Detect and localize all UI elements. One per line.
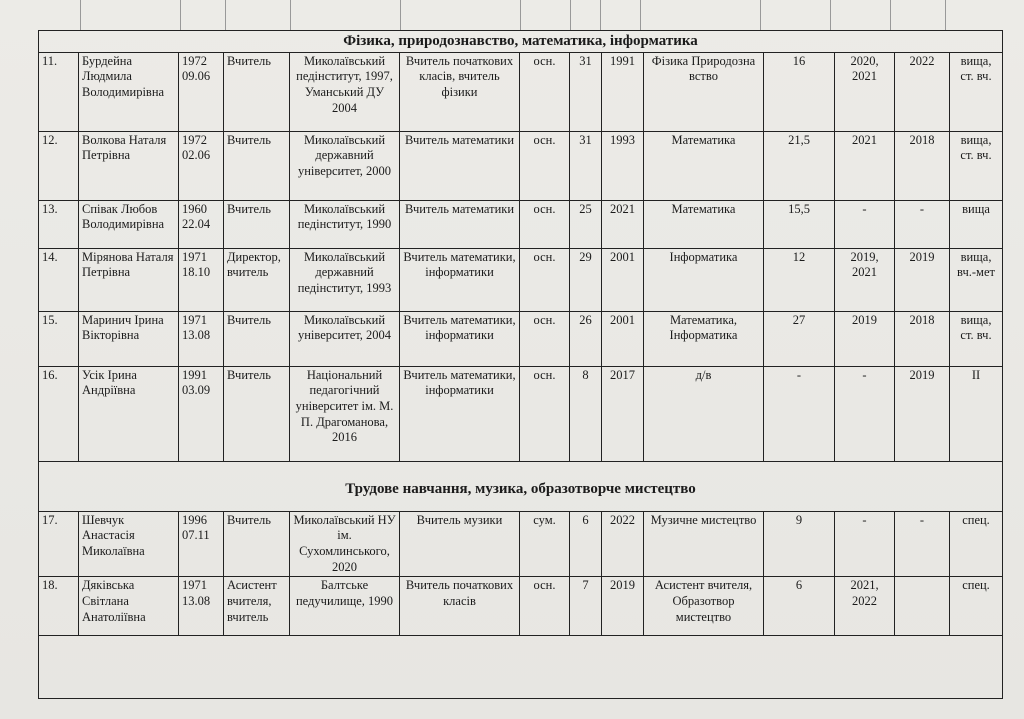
position: Вчитель: [224, 366, 290, 461]
start-year: 2017: [602, 366, 644, 461]
teacher-name: Маринич Ірина Вікторівна: [79, 311, 179, 366]
weekly-load: 21,5: [764, 131, 835, 200]
weekly-load: 16: [764, 52, 835, 131]
teacher-name: Дяківська Світлана Анатоліївна: [79, 577, 179, 636]
birth-date: 1971 18.10: [179, 248, 224, 311]
experience-years: 6: [570, 511, 602, 577]
row-number: 18.: [39, 577, 79, 636]
subject: Математика, Інформатика: [644, 311, 764, 366]
education: Миколаївський НУ ім. Сухомлинського, 2020: [290, 511, 400, 577]
start-year: 2001: [602, 248, 644, 311]
staff-table: [38, 30, 1003, 699]
employment-status: осн.: [520, 577, 570, 636]
table-row: [39, 52, 1003, 131]
teacher-name: Бурдейна Людмила Володимирівна: [79, 52, 179, 131]
attestation-year: 2019: [895, 248, 950, 311]
course-years: 2019: [835, 311, 895, 366]
course-years: -: [835, 200, 895, 248]
subject: Асистент вчителя, Образотвор мистецтво: [644, 577, 764, 636]
subject: Музичне мистецтво: [644, 511, 764, 577]
position: Вчитель: [224, 52, 290, 131]
section-row: [39, 31, 1003, 53]
row-number: 11.: [39, 52, 79, 131]
education: Миколаївський державний педінститут, 1993: [290, 248, 400, 311]
course-years: 2021: [835, 131, 895, 200]
start-year: 1991: [602, 52, 644, 131]
education: Миколаївський педінститут, 1997, Уманський ДУ 2004: [290, 52, 400, 131]
weekly-load: 27: [764, 311, 835, 366]
attestation-year: -: [895, 200, 950, 248]
attestation-year: 2019: [895, 366, 950, 461]
teacher-name: Шевчук Анастасія Миколаївна: [79, 511, 179, 577]
attestation-year: 2018: [895, 131, 950, 200]
weekly-load: -: [764, 366, 835, 461]
attestation-year: -: [895, 511, 950, 577]
birth-date: 1991 03.09: [179, 366, 224, 461]
course-years: 2019, 2021: [835, 248, 895, 311]
education: Національний педагогічний університет ім. М. П. Драгоманова, 2016: [290, 366, 400, 461]
education: Миколаївський університет, 2004: [290, 311, 400, 366]
table-row: [39, 366, 1003, 461]
teacher-name: Усік Ірина Андріївна: [79, 366, 179, 461]
subject: Математика: [644, 131, 764, 200]
table-row: [39, 200, 1003, 248]
category: вища: [950, 200, 1003, 248]
course-years: -: [835, 511, 895, 577]
birth-date: 1971 13.08: [179, 311, 224, 366]
experience-years: 31: [570, 131, 602, 200]
birth-date: 1972 02.06: [179, 131, 224, 200]
table-row: [39, 311, 1003, 366]
category: спец.: [950, 577, 1003, 636]
specialty: Вчитель математики, інформатики: [400, 311, 520, 366]
subject: Інформатика: [644, 248, 764, 311]
specialty: Вчитель початкових класів: [400, 577, 520, 636]
category: вища, ст. вч.: [950, 52, 1003, 131]
specialty: Вчитель математики: [400, 131, 520, 200]
employment-status: осн.: [520, 131, 570, 200]
section-title-science: Фізика, природознавство, математика, інформатика: [39, 31, 1003, 53]
weekly-load: 12: [764, 248, 835, 311]
position: Директор, вчитель: [224, 248, 290, 311]
experience-years: 25: [570, 200, 602, 248]
start-year: 1993: [602, 131, 644, 200]
start-year: 2001: [602, 311, 644, 366]
employment-status: осн.: [520, 248, 570, 311]
start-year: 2022: [602, 511, 644, 577]
category: вища, ст. вч.: [950, 311, 1003, 366]
specialty: Вчитель математики, інформатики: [400, 366, 520, 461]
education: Миколаївський державний університет, 2000: [290, 131, 400, 200]
attestation-year: [895, 577, 950, 636]
table-row: [39, 511, 1003, 577]
weekly-load: 15,5: [764, 200, 835, 248]
subject: Математика: [644, 200, 764, 248]
section-row: [39, 461, 1003, 511]
section-title-labor: Трудове навчання, музика, образотворче мистецтво: [39, 461, 1003, 511]
teacher-name: Мірянова Наталя Петрівна: [79, 248, 179, 311]
position: Асистент вчителя, вчитель: [224, 577, 290, 636]
category: спец.: [950, 511, 1003, 577]
table-row: [39, 131, 1003, 200]
position: Вчитель: [224, 131, 290, 200]
course-years: 2020, 2021: [835, 52, 895, 131]
start-year: 2019: [602, 577, 644, 636]
position: Вчитель: [224, 311, 290, 366]
birth-date: 1972 09.06: [179, 52, 224, 131]
category: ІІ: [950, 366, 1003, 461]
experience-years: 26: [570, 311, 602, 366]
employment-status: осн.: [520, 311, 570, 366]
specialty: Вчитель початкових класів, вчитель фізики: [400, 52, 520, 131]
subject: д/в: [644, 366, 764, 461]
row-number: 17.: [39, 511, 79, 577]
table-row: [39, 248, 1003, 311]
course-years: -: [835, 366, 895, 461]
employment-status: осн.: [520, 52, 570, 131]
attestation-year: 2022: [895, 52, 950, 131]
specialty: Вчитель музики: [400, 511, 520, 577]
table-row: [39, 577, 1003, 636]
category: вища, ст. вч.: [950, 131, 1003, 200]
weekly-load: 6: [764, 577, 835, 636]
specialty: Вчитель математики: [400, 200, 520, 248]
category: вища, вч.-мет: [950, 248, 1003, 311]
row-number: 16.: [39, 366, 79, 461]
employment-status: осн.: [520, 366, 570, 461]
experience-years: 29: [570, 248, 602, 311]
birth-date: 1960 22.04: [179, 200, 224, 248]
attestation-year: 2018: [895, 311, 950, 366]
employment-status: сум.: [520, 511, 570, 577]
education: Балтське педучилище, 1990: [290, 577, 400, 636]
row-number: 13.: [39, 200, 79, 248]
experience-years: 8: [570, 366, 602, 461]
specialty: Вчитель математики, інформатики: [400, 248, 520, 311]
subject: Фізика Природозна вство: [644, 52, 764, 131]
experience-years: 31: [570, 52, 602, 131]
course-years: 2021, 2022: [835, 577, 895, 636]
birth-date: 1971 13.08: [179, 577, 224, 636]
position: Вчитель: [224, 511, 290, 577]
experience-years: 7: [570, 577, 602, 636]
row-number: 12.: [39, 131, 79, 200]
teacher-name: Співак Любов Володимирівна: [79, 200, 179, 248]
teacher-name: Волкова Наталя Петрівна: [79, 131, 179, 200]
weekly-load: 9: [764, 511, 835, 577]
education: Миколаївський педінститут, 1990: [290, 200, 400, 248]
position: Вчитель: [224, 200, 290, 248]
start-year: 2021: [602, 200, 644, 248]
employment-status: осн.: [520, 200, 570, 248]
row-number: 14.: [39, 248, 79, 311]
previous-page-bleed: [40, 0, 1000, 31]
row-number: 15.: [39, 311, 79, 366]
empty-row: [39, 636, 1003, 699]
birth-date: 1996 07.11: [179, 511, 224, 577]
